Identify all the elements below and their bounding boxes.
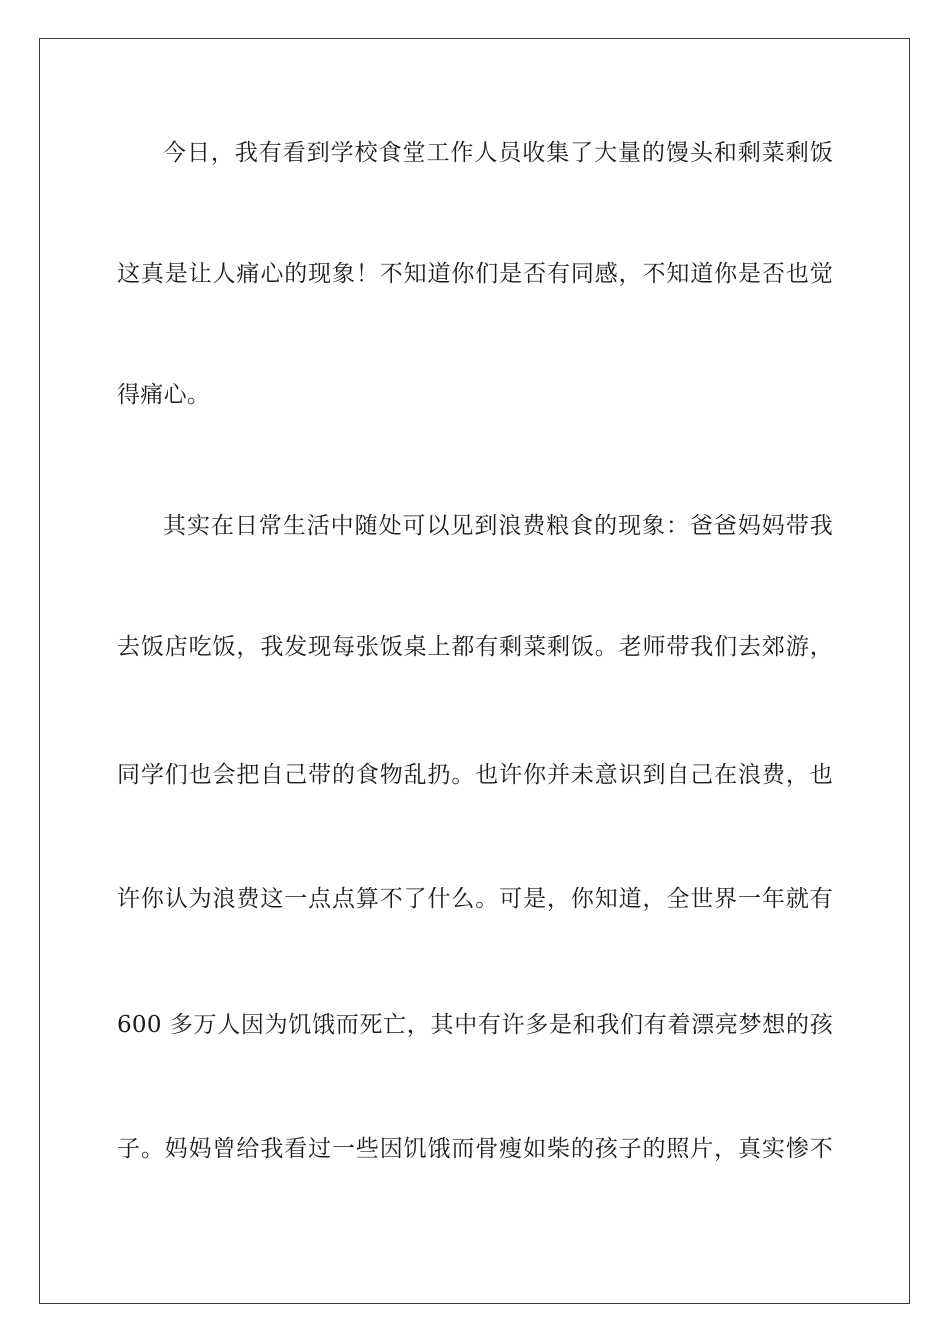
paragraph-1-line-3: 得痛心。 [117, 382, 211, 408]
paragraph-2-line-5: 600 多万人因为饥饿而死亡，其中有许多是和我们有着漂亮梦想的孩 [117, 1012, 833, 1038]
paragraph-2-line-1: 其实在日常生活中随处可以见到浪费粮食的现象：爸爸妈妈带我 [163, 513, 833, 539]
paragraph-2-line-4: 许你认为浪费这一点点算不了什么。可是，你知道，全世界一年就有 [117, 886, 833, 912]
paragraph-1-line-2: 这真是让人痛心的现象！不知道你们是否有同感，不知道你是否也觉 [117, 261, 833, 287]
page-border [39, 38, 910, 1304]
paragraph-1-line-1: 今日，我有看到学校食堂工作人员收集了大量的馒头和剩菜剩饭 [163, 140, 833, 166]
paragraph-2-line-3: 同学们也会把自己带的食物乱扔。也许你并未意识到自己在浪费，也 [117, 762, 833, 788]
paragraph-2-line-6: 子。妈妈曾给我看过一些因饥饿而骨瘦如柴的孩子的照片，真实惨不 [117, 1136, 833, 1162]
paragraph-2-line-2: 去饭店吃饭，我发现每张饭桌上都有剩菜剩饭。老师带我们去郊游， [117, 634, 833, 660]
